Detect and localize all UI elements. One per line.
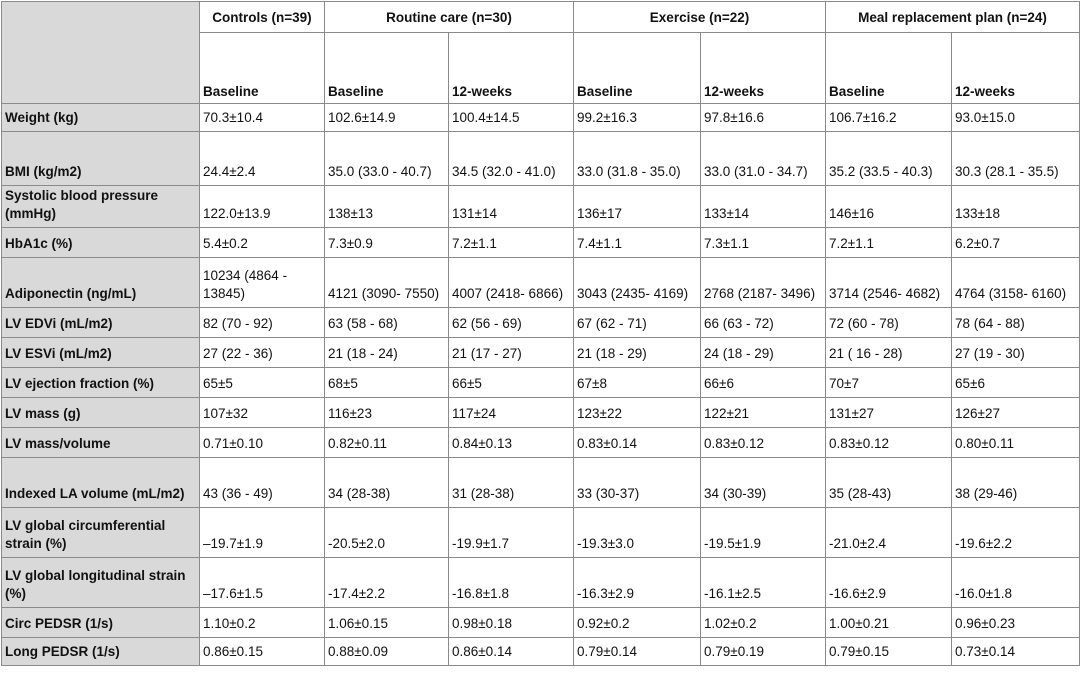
table-cell: 0.86±0.14 — [449, 638, 574, 666]
table-cell: 133±18 — [952, 186, 1080, 228]
table-cell: 106.7±16.2 — [826, 104, 952, 132]
table-cell: 24.4±2.4 — [200, 132, 325, 186]
table-cell: 70.3±10.4 — [200, 104, 325, 132]
table-cell: 0.83±0.12 — [826, 428, 952, 458]
table-cell: 27 (22 - 36) — [200, 338, 325, 368]
table-row — [2, 308, 1080, 338]
subheader-3: Baseline — [574, 33, 701, 104]
row-label: Indexed LA volume (mL/m2) — [2, 458, 200, 508]
table-cell: 34 (28-38) — [325, 458, 449, 508]
group-header-3: Meal replacement plan (n=24) — [826, 2, 1080, 33]
table-cell: -19.6±2.2 — [952, 508, 1080, 558]
table-cell: 0.98±0.18 — [449, 608, 574, 638]
table-cell: 66 (63 - 72) — [701, 308, 826, 338]
table-cell: 24 (18 - 29) — [701, 338, 826, 368]
table-cell: 1.02±0.2 — [701, 608, 826, 638]
table-cell: 21 (17 - 27) — [449, 338, 574, 368]
table-cell: 21 (18 - 24) — [325, 338, 449, 368]
table-cell: 4007 (2418- 6866) — [449, 258, 574, 308]
row-label: Adiponectin (ng/mL) — [2, 258, 200, 308]
table-cell: 65±5 — [200, 368, 325, 398]
table-cell: 7.3±1.1 — [701, 228, 826, 258]
table-row — [2, 228, 1080, 258]
table-cell: 43 (36 - 49) — [200, 458, 325, 508]
table-cell: -16.8±1.8 — [449, 558, 574, 608]
table-cell: 67±8 — [574, 368, 701, 398]
table-row — [2, 608, 1080, 638]
table-cell: 117±24 — [449, 398, 574, 428]
table-cell: 138±13 — [325, 186, 449, 228]
table-cell: 78 (64 - 88) — [952, 308, 1080, 338]
table-body — [2, 104, 1080, 666]
table-cell: 66±5 — [449, 368, 574, 398]
table-cell: 116±23 — [325, 398, 449, 428]
table-cell: 99.2±16.3 — [574, 104, 701, 132]
subheader-6: 12-weeks — [952, 33, 1080, 104]
table-cell: 102.6±14.9 — [325, 104, 449, 132]
subheader-4: 12-weeks — [701, 33, 826, 104]
table-cell: 131±27 — [826, 398, 952, 428]
table-cell: 21 ( 16 - 28) — [826, 338, 952, 368]
table-cell: 0.84±0.13 — [449, 428, 574, 458]
table-cell: 0.73±0.14 — [952, 638, 1080, 666]
table-cell: 38 (29-46) — [952, 458, 1080, 508]
table-cell: 0.79±0.14 — [574, 638, 701, 666]
table-cell: -17.4±2.2 — [325, 558, 449, 608]
row-label: LV mass/volume — [2, 428, 200, 458]
table-cell: 0.83±0.12 — [701, 428, 826, 458]
table-cell: 93.0±15.0 — [952, 104, 1080, 132]
row-label: Weight (kg) — [2, 104, 200, 132]
table-cell: 0.96±0.23 — [952, 608, 1080, 638]
group-header-1: Routine care (n=30) — [325, 2, 574, 33]
table-cell: 0.80±0.11 — [952, 428, 1080, 458]
row-label: BMI (kg/m2) — [2, 132, 200, 186]
table-cell: 70±7 — [826, 368, 952, 398]
table-cell: 7.2±1.1 — [449, 228, 574, 258]
table-row — [2, 368, 1080, 398]
table-cell: 136±17 — [574, 186, 701, 228]
row-label: LV ESVi (mL/m2) — [2, 338, 200, 368]
table-cell: 4121 (3090- 7550) — [325, 258, 449, 308]
row-label: LV EDVi (mL/m2) — [2, 308, 200, 338]
table-cell: 68±5 — [325, 368, 449, 398]
table-cell: 31 (28-38) — [449, 458, 574, 508]
table-cell: 146±16 — [826, 186, 952, 228]
table-row — [2, 638, 1080, 666]
table-cell: 3714 (2546- 4682) — [826, 258, 952, 308]
table-cell: -16.1±2.5 — [701, 558, 826, 608]
table-cell: 0.92±0.2 — [574, 608, 701, 638]
table-cell: 0.86±0.15 — [200, 638, 325, 666]
table-cell: 5.4±0.2 — [200, 228, 325, 258]
table-cell: 30.3 (28.1 - 35.5) — [952, 132, 1080, 186]
table-cell: 126±27 — [952, 398, 1080, 428]
table-cell: 0.88±0.09 — [325, 638, 449, 666]
table-cell: -19.5±1.9 — [701, 508, 826, 558]
table-row — [2, 398, 1080, 428]
table-cell: 35 (28-43) — [826, 458, 952, 508]
table-cell: 133±14 — [701, 186, 826, 228]
table-cell: 35.0 (33.0 - 40.7) — [325, 132, 449, 186]
subheader-0: Baseline — [200, 33, 325, 104]
row-label: HbA1c (%) — [2, 228, 200, 258]
subheader-1: Baseline — [325, 33, 449, 104]
results-table — [1, 1, 1080, 666]
table-row — [2, 186, 1080, 228]
table-cell: –19.7±1.9 — [200, 508, 325, 558]
table-cell: 82 (70 - 92) — [200, 308, 325, 338]
table-cell: 34 (30-39) — [701, 458, 826, 508]
table-cell: -21.0±2.4 — [826, 508, 952, 558]
table-cell: 33.0 (31.8 - 35.0) — [574, 132, 701, 186]
row-label: LV global longitudinal strain (%) — [2, 558, 200, 608]
table-cell: 6.2±0.7 — [952, 228, 1080, 258]
table-cell: 0.79±0.19 — [701, 638, 826, 666]
table-cell: 10234 (4864 - 13845) — [200, 258, 325, 308]
group-header-row — [2, 2, 1080, 33]
table-row — [2, 258, 1080, 308]
table-cell: 67 (62 - 71) — [574, 308, 701, 338]
group-header-0: Controls (n=39) — [200, 2, 325, 33]
table-cell: 35.2 (33.5 - 40.3) — [826, 132, 952, 186]
table-cell: 1.00±0.21 — [826, 608, 952, 638]
table-cell: 7.4±1.1 — [574, 228, 701, 258]
table-cell: 7.3±0.9 — [325, 228, 449, 258]
table-cell: -16.6±2.9 — [826, 558, 952, 608]
group-header-2: Exercise (n=22) — [574, 2, 826, 33]
table-cell: 97.8±16.6 — [701, 104, 826, 132]
table-cell: -16.3±2.9 — [574, 558, 701, 608]
table-cell: 33.0 (31.0 - 34.7) — [701, 132, 826, 186]
table-cell: 100.4±14.5 — [449, 104, 574, 132]
table-cell: 3043 (2435- 4169) — [574, 258, 701, 308]
table-cell: 123±22 — [574, 398, 701, 428]
row-label: Long PEDSR (1/s) — [2, 638, 200, 666]
table-cell: 122±21 — [701, 398, 826, 428]
row-label: LV global circumferential strain (%) — [2, 508, 200, 558]
table-row — [2, 132, 1080, 186]
table-cell: 0.79±0.15 — [826, 638, 952, 666]
table-cell: 33 (30-37) — [574, 458, 701, 508]
row-label: LV ejection fraction (%) — [2, 368, 200, 398]
table-cell: -20.5±2.0 — [325, 508, 449, 558]
table-cell: 34.5 (32.0 - 41.0) — [449, 132, 574, 186]
table-cell: –17.6±1.5 — [200, 558, 325, 608]
table-cell: 122.0±13.9 — [200, 186, 325, 228]
row-label: Systolic blood pressure (mmHg) — [2, 186, 200, 228]
row-label: LV mass (g) — [2, 398, 200, 428]
table-cell: -19.3±3.0 — [574, 508, 701, 558]
table-cell: 0.71±0.10 — [200, 428, 325, 458]
table-row — [2, 428, 1080, 458]
table-cell: 27 (19 - 30) — [952, 338, 1080, 368]
table-cell: 4764 (3158- 6160) — [952, 258, 1080, 308]
table-row — [2, 338, 1080, 368]
table-row — [2, 508, 1080, 558]
table-cell: 1.10±0.2 — [200, 608, 325, 638]
corner-cell — [2, 2, 200, 104]
table-row — [2, 558, 1080, 608]
table-cell: 107±32 — [200, 398, 325, 428]
row-label: Circ PEDSR (1/s) — [2, 608, 200, 638]
table-cell: 21 (18 - 29) — [574, 338, 701, 368]
subheader-5: Baseline — [826, 33, 952, 104]
table-cell: -19.9±1.7 — [449, 508, 574, 558]
table-cell: -16.0±1.8 — [952, 558, 1080, 608]
table-cell: 7.2±1.1 — [826, 228, 952, 258]
table-row — [2, 458, 1080, 508]
table-cell: 62 (56 - 69) — [449, 308, 574, 338]
subheader-2: 12-weeks — [449, 33, 574, 104]
table-cell: 0.83±0.14 — [574, 428, 701, 458]
table-cell: 63 (58 - 68) — [325, 308, 449, 338]
table-cell: 2768 (2187- 3496) — [701, 258, 826, 308]
table-cell: 131±14 — [449, 186, 574, 228]
table-cell: 72 (60 - 78) — [826, 308, 952, 338]
table-cell: 0.82±0.11 — [325, 428, 449, 458]
table-cell: 66±6 — [701, 368, 826, 398]
table-cell: 1.06±0.15 — [325, 608, 449, 638]
table-row — [2, 104, 1080, 132]
table-cell: 65±6 — [952, 368, 1080, 398]
